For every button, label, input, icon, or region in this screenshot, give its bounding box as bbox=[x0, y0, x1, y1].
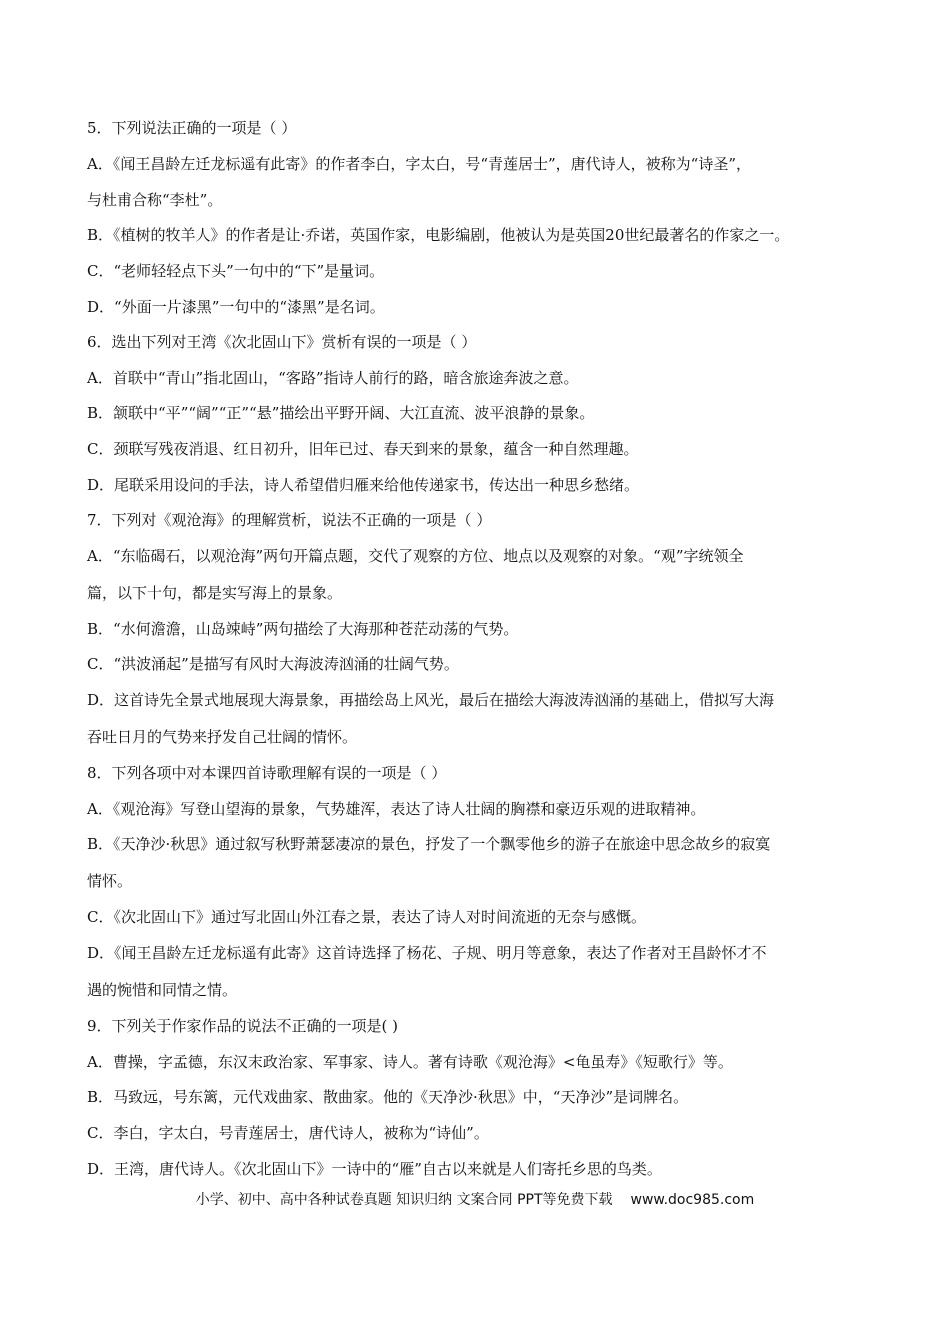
question-8-option-d: D．《闻王昌龄左迁龙标遥有此寄》这首诗选择了杨花、子规、明月等意象，表达了作者对王昌龄怀才不 bbox=[87, 944, 767, 962]
question-7-option-d: D．这首诗先全景式地展现大海景象，再描绘岛上风光，最后在描绘大海波涛汹涌的基础上，借拟写大海 bbox=[87, 691, 775, 709]
question-6-option-d: D．尾联采用设问的手法，诗人希望借归雁来给他传递家书，传达出一种思乡愁绪。 bbox=[87, 476, 640, 494]
question-9-option-b: B．马致远，号东篱，元代戏曲家、散曲家。他的《天净沙·秋思》中，“天净沙”是词牌名。 bbox=[87, 1088, 689, 1106]
question-7-option-d-cont: 吞吐日月的气势来抒发自己壮阔的情怀。 bbox=[87, 728, 358, 746]
question-8-option-b: B．《天净沙·秋思》通过叙写秋野萧瑟凄凉的景色，抒发了一个飘零他乡的游子在旅途中思念故乡的寂寞 bbox=[87, 835, 771, 853]
question-5-option-b: B．《植树的牧羊人》的作者是让·乔诺，英国作家，电影编剧，他被认为是英国20世纪最著名的作家之一。 bbox=[87, 226, 790, 244]
question-9-option-d: D．王湾，唐代诗人。《次北固山下》一诗中的“雁”自古以来就是人们寄托乡思的鸟类。 bbox=[87, 1160, 662, 1178]
footer-text: 小学、初中、高中各种试卷真题 知识归纳 文案合同 PPT等免费下载 bbox=[195, 1192, 613, 1208]
question-7-option-c: C．“洪波涌起”是描写有风时大海波涛汹涌的壮阔气势。 bbox=[87, 655, 459, 673]
question-8-stem: 8．下列各项中对本课四首诗歌理解有误的一项是（ ） bbox=[87, 764, 447, 782]
question-5-option-d: D．“外面一片漆黑”一句中的“漆黑”是名词。 bbox=[87, 298, 385, 316]
question-7-option-b: B．“水何澹澹，山岛竦峙”两句描绘了大海那种苍茫动荡的气势。 bbox=[87, 620, 519, 638]
question-5-stem: 5．下列说法正确的一项是（ ） bbox=[87, 119, 297, 137]
question-8-option-d-cont: 遇的惋惜和同情之情。 bbox=[87, 981, 238, 999]
question-9-stem: 9．下列关于作家作品的说法不正确的一项是( ) bbox=[87, 1017, 399, 1035]
question-7-option-a-cont: 篇，以下十句，都是实写海上的景象。 bbox=[87, 584, 343, 602]
question-8-option-b-cont: 情怀。 bbox=[87, 872, 133, 890]
question-8-option-c: C．《次北固山下》通过写北固山外江春之景，表达了诗人对时间流逝的无奈与感慨。 bbox=[87, 908, 646, 926]
question-6-stem: 6．选出下列对王湾《次北固山下》赏析有误的一项是（ ） bbox=[87, 333, 477, 351]
page-footer bbox=[0, 1190, 950, 1210]
question-5-option-c: C．“老师轻轻点下头”一句中的“下”是量词。 bbox=[87, 262, 385, 280]
question-9-option-c: C．李白，字太白，号青莲居士，唐代诗人，被称为“诗仙”。 bbox=[87, 1124, 489, 1142]
question-7-stem: 7．下列对《观沧海》的理解赏析，说法不正确的一项是（ ） bbox=[87, 511, 492, 529]
question-5-option-a-cont: 与杜甫合称“李杜”。 bbox=[87, 191, 223, 209]
footer-url-link[interactable]: www.doc985.com bbox=[630, 1192, 755, 1208]
question-7-option-a: A．“东临碣石，以观沧海”两句开篇点题，交代了观察的方位、地点以及观察的对象。“观”字统领全 bbox=[87, 547, 744, 565]
question-9-option-a: A．曹操，字孟德，东汉末政治家、军事家、诗人。著有诗歌《观沧海》<龟虽寿》《短歌行》等。 bbox=[87, 1053, 733, 1071]
question-5-option-a: A．《闻王昌龄左迁龙标遥有此寄》的作者李白，字太白，号“青莲居士”，唐代诗人，被称为“诗圣”， bbox=[87, 155, 752, 173]
question-6-option-c: C．颈联写残夜消退、红日初升，旧年已过、春天到来的景象，蕴含一种自然理趣。 bbox=[87, 440, 639, 458]
question-6-option-b: B．颔联中“平”“阔”“正”“悬”描绘出平野开阔、大江直流、波平浪静的景象。 bbox=[87, 404, 595, 422]
question-8-option-a: A．《观沧海》写登山望海的景象，气势雄浑，表达了诗人壮阔的胸襟和豪迈乐观的进取精神。 bbox=[87, 800, 706, 818]
question-6-option-a: A．首联中“青山”指北固山，“客路”指诗人前行的路，暗含旅途奔波之意。 bbox=[87, 369, 579, 387]
